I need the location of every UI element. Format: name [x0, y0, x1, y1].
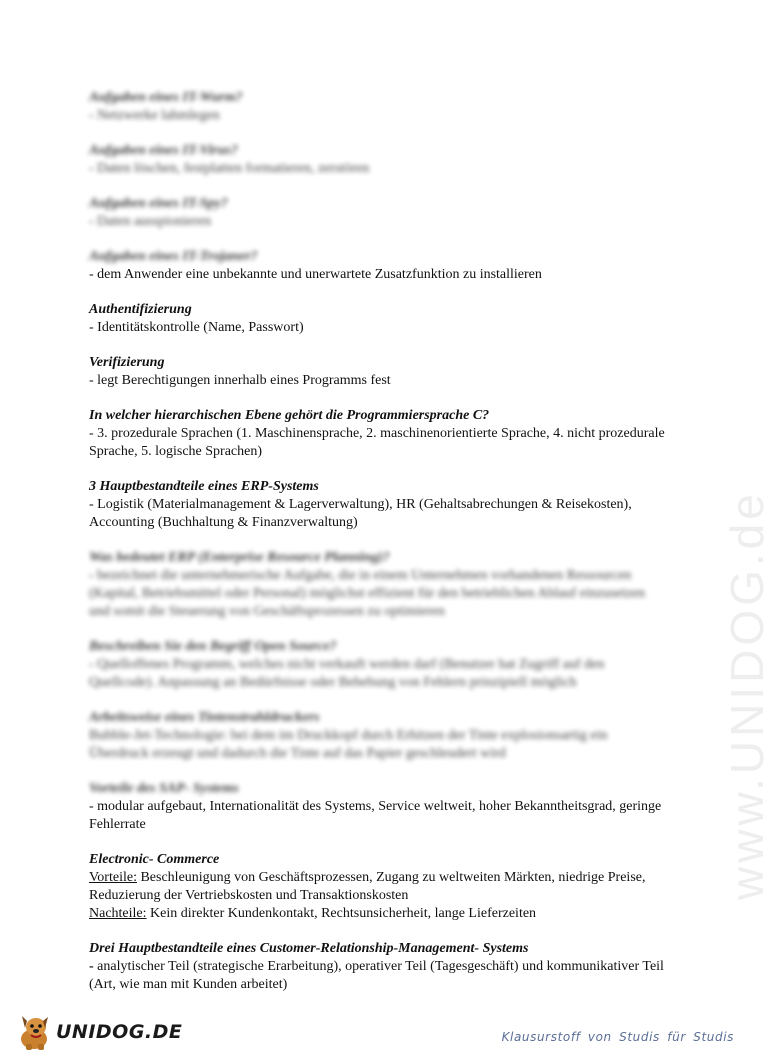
question-heading: Was bedeutet ERP (Enterprise Resource Planning)?	[89, 550, 390, 565]
answer-text: - Quelloffenes Programm, welches nicht verkauft werden darf (Benutzer hat Zugriff auf den Quellcode). Anpassung an Bedürfnisse oder Behebung von Fehlern prinzipiell möglich	[89, 657, 605, 690]
question-heading: 3 Hauptbestandteile eines ERP-Systems	[89, 479, 319, 494]
question-heading: Drei Hauptbestandteile eines Customer-Relationship-Management- Systems	[89, 941, 529, 956]
answer-text: - Daten ausspionieren	[89, 214, 212, 229]
question-heading: Aufgaben eines IT-Spy?	[89, 196, 228, 211]
unidog-logo[interactable]	[14, 1012, 182, 1052]
answer-text: - dem Anwender eine unbekannte und unerwartete Zusatzfunktion zu installieren	[89, 267, 542, 282]
question-heading: Arbeitsweise eines Tintenstrahldruckers	[89, 710, 320, 725]
qa-block-it-spy	[89, 195, 669, 231]
qa-block-erp-bedeutung	[89, 549, 669, 621]
question-heading: Beschreiben Sie den Begriff Open Source?	[89, 639, 337, 654]
question-heading: Verifizierung	[89, 355, 165, 370]
answer-text: Bubble-Jet-Technologie: bei dem im Druckkopf durch Erhitzen der Tinte explosionsartig ein Überdruck erzeugt und dadurch die Tinte auf das Papier geschleudert wird	[89, 728, 608, 761]
qa-block-it-trojaner	[89, 248, 669, 284]
answer-text: - legt Berechtigungen innerhalb eines Programms fest	[89, 373, 391, 388]
answer-text: - Daten löschen, festplatten formatieren, zerstören	[89, 161, 370, 176]
answer-text: - Logistik (Materialmanagement & Lagerverwaltung), HR (Gehaltsabrechungen & Reisekosten), Accounting (Buchhaltung & Finanzverwaltung)	[89, 497, 632, 530]
answer-text: - Identitätskontrolle (Name, Passwort)	[89, 320, 304, 335]
question-heading: Aufgaben eines IT-Virus?	[89, 143, 238, 158]
qa-block-sap-vorteile	[89, 780, 669, 834]
question-heading: Aufgaben eines IT-Trojaner?	[89, 249, 258, 264]
qa-block-tintenstrahldrucker	[89, 709, 669, 763]
question-heading: Vorteile des SAP- Systems	[89, 781, 239, 796]
qa-block-e-commerce	[89, 851, 669, 923]
qa-block-it-virus	[89, 142, 669, 178]
answer-text: - Netzwerke lahmlegen	[89, 108, 220, 123]
dog-mascot-icon	[14, 1012, 58, 1052]
answer-text	[89, 958, 669, 994]
question-heading: Authentifizierung	[89, 302, 192, 317]
qa-block-authentifizierung	[89, 301, 669, 337]
logo-text: UNIDOG.DE	[56, 1021, 183, 1043]
disadvantages-line	[89, 905, 669, 923]
advantages-line	[89, 869, 669, 905]
disadvantages-label: Nachteile:	[89, 906, 147, 921]
question-heading: Electronic- Commerce	[89, 852, 220, 867]
qa-block-open-source	[89, 638, 669, 692]
qa-block-erp-bestandteile	[89, 478, 669, 532]
question-heading: In welcher hierarchischen Ebene gehört die Programmiersprache C?	[89, 408, 490, 423]
footer-slogan: Klausurstoff von Studis für Studis	[501, 1030, 734, 1044]
qa-block-verifizierung	[89, 354, 669, 390]
qa-block-programmiersprache-c	[89, 407, 669, 461]
document-content	[89, 89, 669, 1011]
answer-text: - 3. prozedurale Sprachen (1. Maschinensprache, 2. maschinenorientierte Sprache, 4. nicht prozedurale Sprache, 5. logische Sprachen)	[89, 426, 665, 459]
answer-text: - bezeichnet die unternehmerische Aufgabe, die in einem Unternehmen vorhandenen Ressourcen (Kapital, Betriebsmittel oder Personal) möglichst effizient für den betrieblichen Ablauf einzusetzen und somit die Steuerung von Geschäftsprozessen zu optimieren	[89, 568, 646, 619]
qa-block-crm-bestandteile	[89, 940, 669, 994]
watermark: www.UNIDOG.de	[721, 490, 773, 900]
answer-body: analytischer Teil (strategische Erarbeitung), operativer Teil (Tagesgeschäft) und kommunikativer Teil (Art, wie man mit Kunden arbeitet)	[89, 959, 664, 992]
answer-bullet: -	[89, 959, 94, 974]
advantages-text: Beschleunigung von Geschäftsprozessen, Zugang zu weltweiten Märkten, niedrige Preise, Reduzierung der Vertriebskosten und Transaktionskosten	[89, 870, 646, 903]
question-heading: Aufgaben eines IT-Wurm?	[89, 90, 243, 105]
disadvantages-text: Kein direkter Kundenkontakt, Rechtsunsicherheit, lange Lieferzeiten	[146, 906, 537, 921]
qa-block-it-wurm	[89, 89, 669, 125]
answer-text: - modular aufgebaut, Internationalität des Systems, Service weltweit, hoher Bekanntheitsgrad, geringe Fehlerrate	[89, 799, 662, 832]
advantages-label: Vorteile:	[89, 870, 137, 885]
